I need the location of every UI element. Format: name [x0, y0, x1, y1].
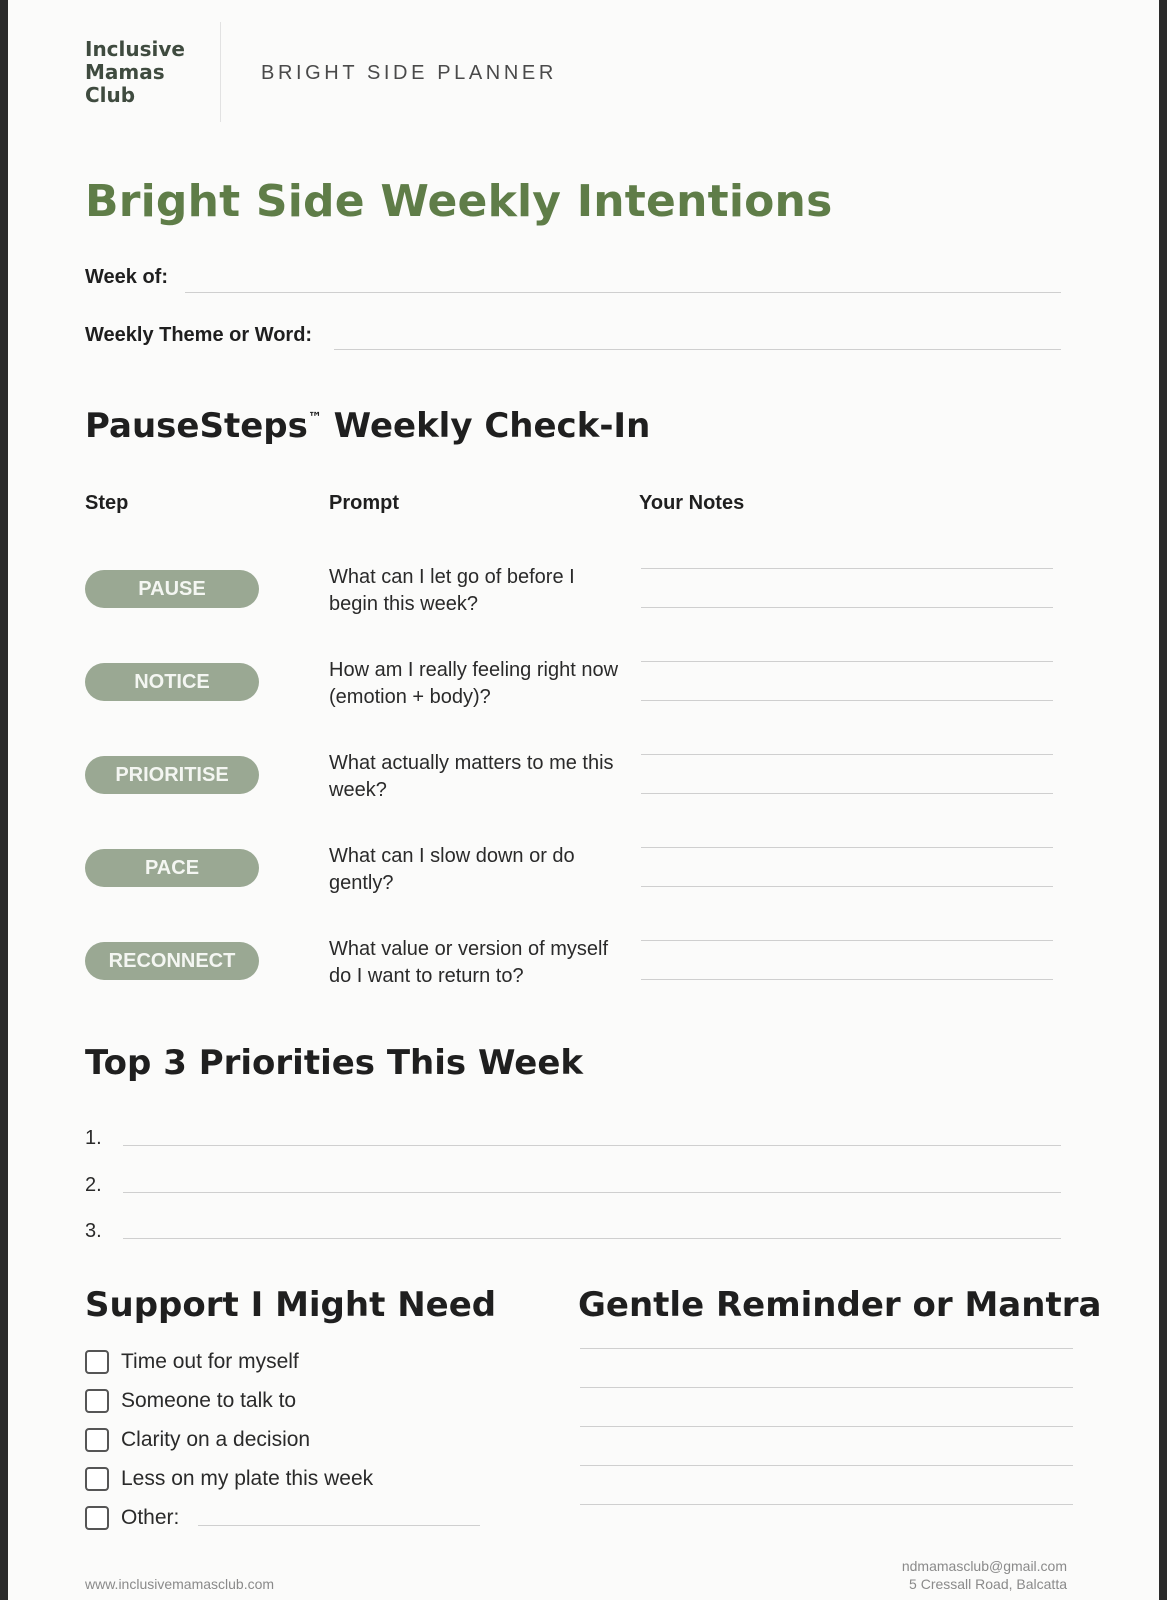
checkin-heading-rest: Weekly Check-In [321, 406, 651, 446]
checkbox[interactable] [85, 1389, 109, 1413]
notes-line[interactable] [641, 700, 1053, 701]
planner-page [8, 0, 1159, 1600]
column-prompt: Prompt [329, 492, 399, 514]
prompt-reconnect: What value or version of myself do I want to return to? [329, 938, 608, 987]
weekly-theme-line[interactable] [334, 349, 1061, 350]
logo-line-1: Inclusive [85, 37, 185, 61]
step-pill-pause: PAUSE [85, 570, 259, 608]
notes-line[interactable] [641, 607, 1053, 608]
step-pill-prioritise: PRIORITISE [85, 756, 259, 794]
prompt-pause: What can I let go of before I begin this week? [329, 566, 575, 615]
column-step: Step [85, 492, 129, 514]
logo [85, 38, 185, 107]
mantra-line[interactable] [580, 1348, 1073, 1349]
prompt-notice: How am I really feeling right now (emotion + body)? [329, 659, 619, 708]
support-option-label: Someone to talk to [121, 1389, 297, 1412]
priority-number-1: 1. [85, 1127, 102, 1149]
checkin-heading [85, 406, 650, 446]
weekly-theme-label: Weekly Theme or Word: [85, 324, 313, 346]
support-option[interactable] [85, 1427, 310, 1453]
header-divider [220, 22, 221, 122]
checkbox[interactable] [85, 1467, 109, 1491]
checkbox[interactable] [85, 1506, 109, 1530]
notes-line[interactable] [641, 979, 1053, 980]
support-option[interactable] [85, 1349, 299, 1375]
other-input-line[interactable] [198, 1525, 480, 1526]
support-option-other[interactable] [85, 1505, 179, 1531]
priority-number-2: 2. [85, 1174, 102, 1196]
support-option-label: Other: [121, 1506, 180, 1529]
week-of-line[interactable] [185, 292, 1061, 293]
mantra-line[interactable] [580, 1465, 1073, 1466]
checkin-heading-text: PauseSteps [85, 406, 308, 446]
step-pill-reconnect: RECONNECT [85, 942, 259, 980]
support-heading: Support I Might Need [85, 1285, 497, 1325]
support-option-label: Less on my plate this week [121, 1467, 374, 1490]
notes-line[interactable] [641, 793, 1053, 794]
mantra-line[interactable] [580, 1387, 1073, 1388]
logo-line-3: Club [85, 83, 136, 107]
priority-number-3: 3. [85, 1220, 102, 1242]
support-option-label: Time out for myself [121, 1350, 299, 1373]
support-option[interactable] [85, 1388, 296, 1414]
page-title: Bright Side Weekly Intentions [85, 176, 833, 227]
mantra-heading: Gentle Reminder or Mantra [578, 1285, 1102, 1325]
mantra-line[interactable] [580, 1504, 1073, 1505]
week-of-label: Week of: [85, 266, 168, 288]
support-option-label: Clarity on a decision [121, 1428, 311, 1451]
notes-line[interactable] [641, 847, 1053, 848]
footer-email: ndmamasclub@gmail.com [901, 1558, 1067, 1574]
column-notes: Your Notes [639, 492, 745, 514]
checkbox[interactable] [85, 1350, 109, 1374]
notes-line[interactable] [641, 940, 1053, 941]
logo-line-2: Mamas [85, 60, 165, 84]
step-pill-notice: NOTICE [85, 663, 259, 701]
notes-line[interactable] [641, 661, 1053, 662]
prompt-prioritise: What actually matters to me this week? [329, 752, 614, 801]
mantra-line[interactable] [580, 1426, 1073, 1427]
trademark-symbol: ™ [307, 410, 322, 426]
notes-line[interactable] [641, 568, 1053, 569]
footer-address: 5 Cressall Road, Balcatta [909, 1576, 1067, 1592]
priority-line-2[interactable] [123, 1192, 1061, 1193]
step-pill-pace: PACE [85, 849, 259, 887]
priority-line-1[interactable] [123, 1145, 1061, 1146]
notes-line[interactable] [641, 886, 1053, 887]
notes-line[interactable] [641, 754, 1053, 755]
footer-website: www.inclusivemamasclub.com [85, 1576, 275, 1592]
support-option[interactable] [85, 1466, 373, 1492]
priorities-heading: Top 3 Priorities This Week [85, 1043, 584, 1083]
priority-line-3[interactable] [123, 1238, 1061, 1239]
brand-name: BRIGHT SIDE PLANNER [261, 62, 557, 84]
checkbox[interactable] [85, 1428, 109, 1452]
prompt-pace: What can I slow down or do gently? [329, 845, 575, 894]
